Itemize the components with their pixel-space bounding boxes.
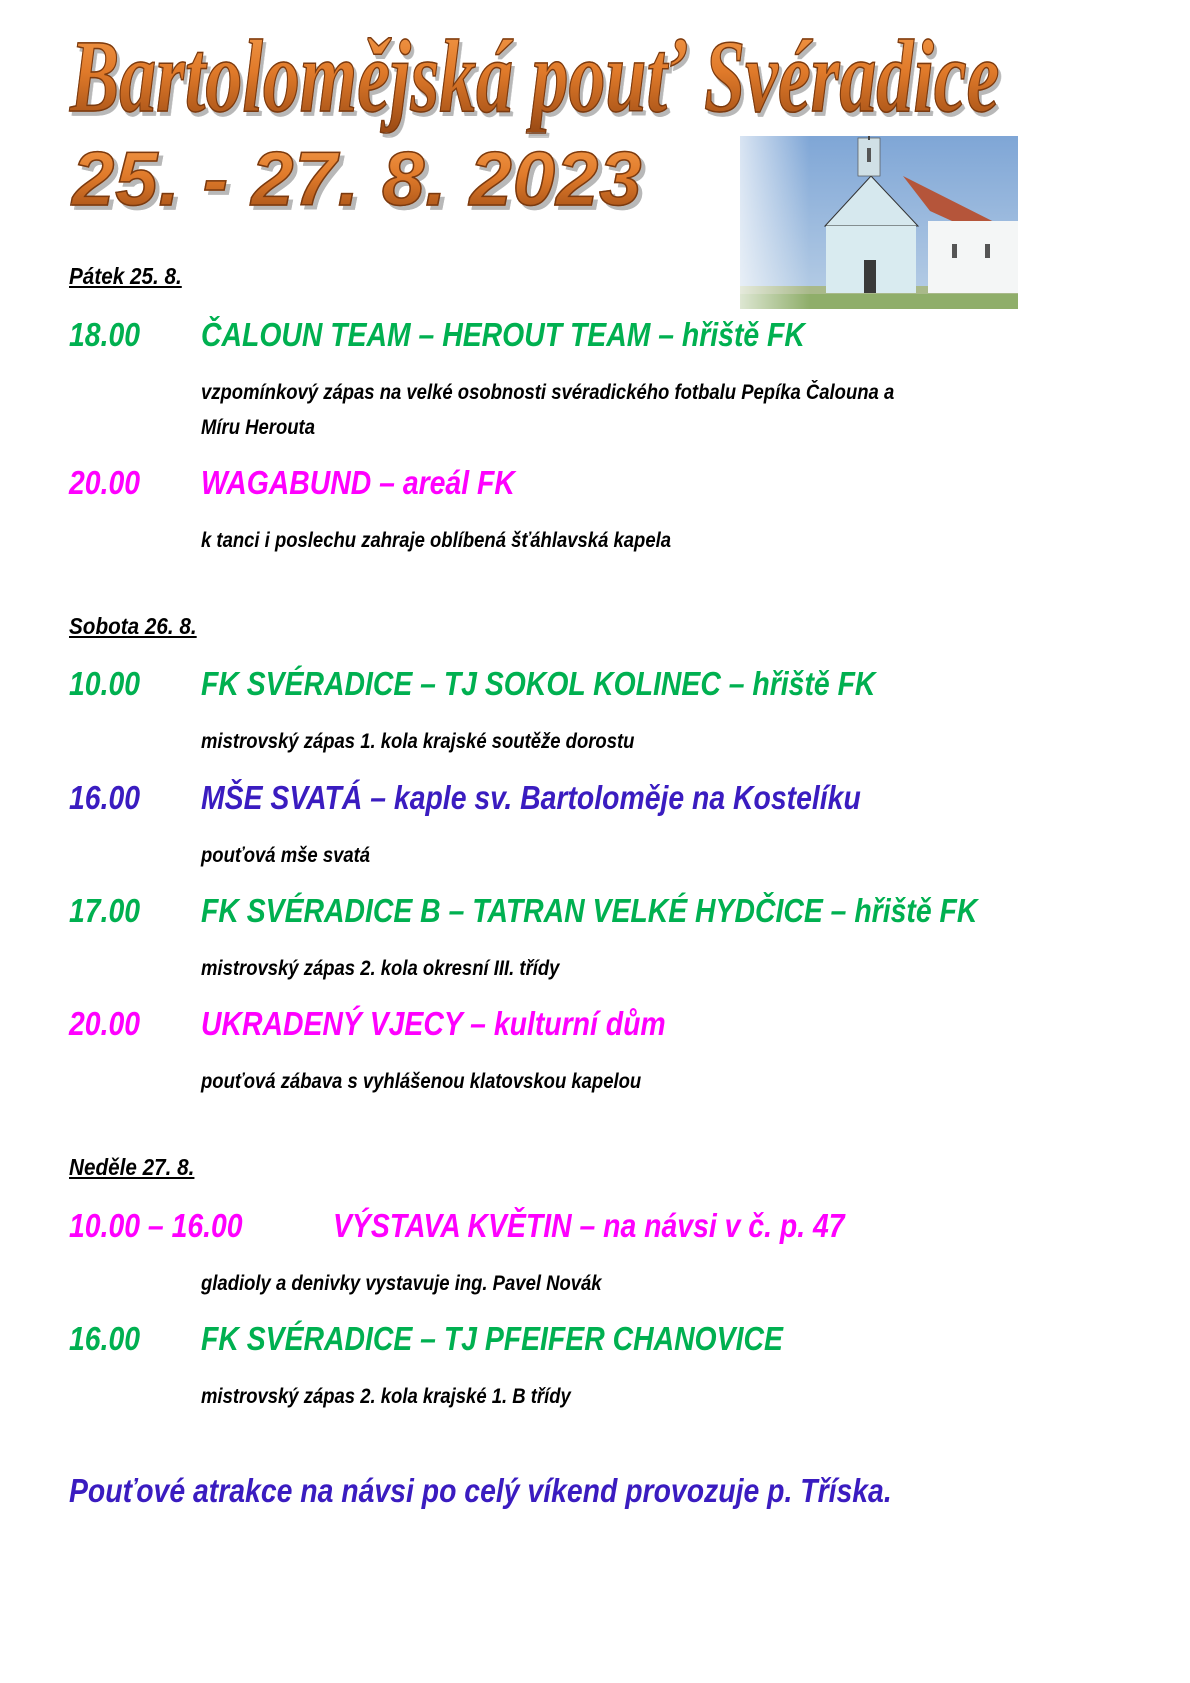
event-title: FK SVÉRADICE – TJ SOKOL KOLINEC – hřiště FK — [201, 665, 876, 702]
event-title: MŠE SVATÁ – kaple sv. Bartoloměje na Kostelíku — [201, 779, 861, 816]
event-description: Míru Herouta — [201, 416, 315, 439]
event-description: k tanci i poslechu zahraje oblíbená šťáhlavská kapela — [201, 529, 672, 552]
event-time: 18.00 — [69, 316, 141, 353]
event-time: 20.00 — [69, 464, 141, 501]
day-label-saturday: Sobota 26. 8. — [69, 613, 197, 639]
event-title: WAGABUND – areál FK — [201, 464, 515, 501]
event-time: 16.00 — [69, 779, 141, 816]
event-description: mistrovský zápas 2. kola krajské 1. B třídy — [201, 1385, 571, 1408]
event-title: VÝSTAVA KVĚTIN – na návsi v č. p. 47 — [333, 1207, 845, 1244]
event-description: mistrovský zápas 1. kola krajské soutěže dorostu — [201, 730, 635, 753]
event-title: UKRADENÝ VJECY – kulturní dům — [201, 1005, 666, 1042]
event-title: ČALOUN TEAM – HEROUT TEAM – hřiště FK — [201, 316, 805, 353]
event-dates: 25. - 27. 8. 2023 — [72, 137, 643, 222]
poster-title: Bartolomějská pouť Svéradice — [70, 19, 1000, 134]
event-time: 17.00 — [69, 892, 141, 929]
day-label-friday: Pátek 25. 8. — [69, 263, 182, 289]
event-description: pouťová zábava s vyhlášenou klatovskou kapelou — [201, 1070, 642, 1093]
chapel-photo — [740, 136, 1018, 309]
event-description: pouťová mše svatá — [201, 844, 371, 867]
event-description: mistrovský zápas 2. kola okresní III. třídy — [201, 957, 560, 980]
day-label-sunday: Neděle 27. 8. — [69, 1154, 195, 1180]
event-time: 16.00 — [69, 1320, 141, 1357]
event-title: FK SVÉRADICE B – TATRAN VELKÉ HYDČICE – hřiště FK — [201, 892, 978, 929]
footer-note: Pouťové atrakce na návsi po celý víkend provozuje p. Tříska. — [69, 1472, 892, 1509]
event-title: FK SVÉRADICE – TJ PFEIFER CHANOVICE — [201, 1320, 783, 1357]
event-description: gladioly a denivky vystavuje ing. Pavel Novák — [201, 1272, 602, 1295]
event-time: 10.00 — [69, 665, 141, 702]
event-time: 20.00 — [69, 1005, 141, 1042]
event-time: 10.00 – 16.00 — [69, 1207, 243, 1244]
event-description: vzpomínkový zápas na velké osobnosti svéradického fotbalu Pepíka Čalouna a — [201, 381, 895, 404]
